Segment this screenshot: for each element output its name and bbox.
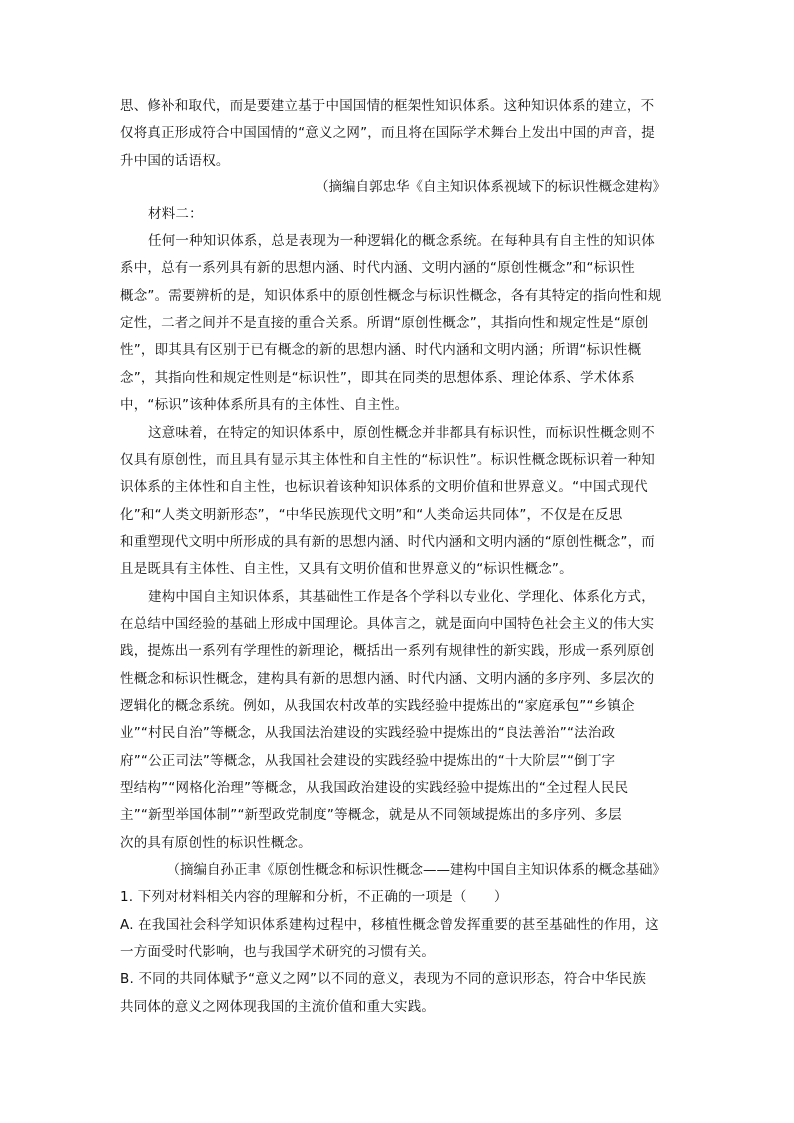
material2-source: （摘编自孙正聿《原创性概念和标识性概念——建构中国自主知识体系的概念基础》 (166, 862, 666, 878)
material1-source: （摘编自郭忠华《自主知识体系视域下的标识性概念建构》 (315, 179, 666, 195)
p2-line-6: 且是既具有主体性、自主性，又具有文明价值和世界意义的“标识性概念”。 (120, 561, 573, 577)
p1-line-7: 中，“标识”该种体系所具有的主体性、自主性。 (120, 397, 409, 413)
option-b-line-2: 共同体的意义之网体现我国的主流价值和重大实践。 (120, 999, 436, 1015)
p3-line-8: 型结构”“网格化治理”等概念，从我国政治建设的实践经验中提炼出的“全过程人民民 (120, 780, 629, 796)
p3-line-3: 践，提炼出一系列有学理性的新理论，概括出一系列有规律性的新实践，形成一系列原创 (120, 643, 655, 659)
p3-line-4: 性概念和标识性概念，建构具有新的思想内涵、时代内涵、文明内涵的多序列、多层次的 (120, 671, 655, 687)
option-b-line-1: B. 不同的共同体赋予“意义之网”以不同的意义，表现为不同的意识形态，符合中华民族 (120, 971, 647, 987)
p1-line-5: 性”，即其具有区别于已有概念的新的思想内涵、时代内涵和文明内涵；所谓“标识性概 (120, 342, 642, 358)
material2-heading: 材料二： (148, 206, 203, 222)
p3-line-6: 业”“村民自治”等概念，从我国法治建设的实践经验中提炼出的“良法善治”“法治政 (120, 725, 616, 741)
p3-line-5: 逻辑化的概念系统。例如，从我国农村改革的实践经验中提炼出的“家庭承包”“乡镇企 (120, 698, 635, 714)
p1-line-3: 概念”。需要辨析的是，知识体系中的原创性概念与标识性概念，各有其特定的指向性和规 (120, 288, 662, 304)
p1-line-4: 定性，二者之间并不是直接的重合关系。所谓“原创性概念”，其指向性和规定性是“原创 (120, 315, 649, 331)
option-a-line-1: A. 在我国社会科学知识体系建构过程中，移植性概念曾发挥重要的甚至基础性的作用，这 (120, 917, 659, 933)
question1-stem: 1. 下列对材料相关内容的理解和分析，不正确的一项是（ ） (120, 889, 508, 905)
option-a-line-2: 一方面受时代影响，也与我国学术研究的习惯有关。 (120, 944, 436, 960)
material1-line-2: 仅将真正形成符合中国国情的“意义之网”，而且将在国际学术舞台上发出中国的声音，提 (120, 125, 655, 141)
p2-line-3: 识体系的主体性和自主性，也标识着该种知识体系的文明价值和世界意义。“中国式现代 (120, 479, 648, 495)
p2-line-5: 和重塑现代文明中所形成的具有新的思想内涵、时代内涵和文明内涵的“原创性概念”，而 (120, 534, 655, 550)
p3-line-7: 府”“公正司法”等概念，从我国社会建设的实践经验中提炼出的“十大阶层”“倒丁字 (120, 753, 616, 769)
material1-line-3: 升中国的话语权。 (120, 153, 230, 169)
p3-line-1: 建构中国自主知识体系，其基础性工作是各个学科以专业化、学理化、体系化方式， (148, 589, 655, 605)
p2-line-2: 仅具有原创性，而且具有显示其主体性和自主性的“标识性”。标识性概念既标识着一种知 (120, 452, 655, 468)
p1-line-1: 任何一种知识体系，总是表现为一种逻辑化的概念系统。在每种具有自主性的知识体 (148, 233, 655, 249)
p3-line-10: 次的具有原创性的标识性概念。 (120, 835, 312, 851)
p3-line-2: 在总结中国经验的基础上形成中国理论。具体言之，就是面向中国特色社会主义的伟大实 (120, 616, 655, 632)
p3-line-9: 主”“新型举国体制”“新型政党制度”等概念，就是从不同领域提炼出的多序列、多层 (120, 807, 622, 823)
p2-line-4: 化”和“人类文明新形态”，“中华民族现代文明”和“人类命运共同体”，不仅是在反思 (120, 507, 623, 523)
material1-line-1: 思、修补和取代，而是要建立基于中国国情的框架性知识体系。这种知识体系的建立，不 (120, 98, 655, 114)
p1-line-2: 系中，总有一系列具有新的思想内涵、时代内涵、文明内涵的“原创性概念”和“标识性 (120, 260, 635, 276)
p2-line-1: 这意味着，在特定的知识体系中，原创性概念并非都具有标识性，而标识性概念则不 (148, 425, 655, 441)
p1-line-6: 念”，其指向性和规定性则是“标识性”，即其在同类的思想体系、理论体系、学术体系 (120, 370, 635, 386)
